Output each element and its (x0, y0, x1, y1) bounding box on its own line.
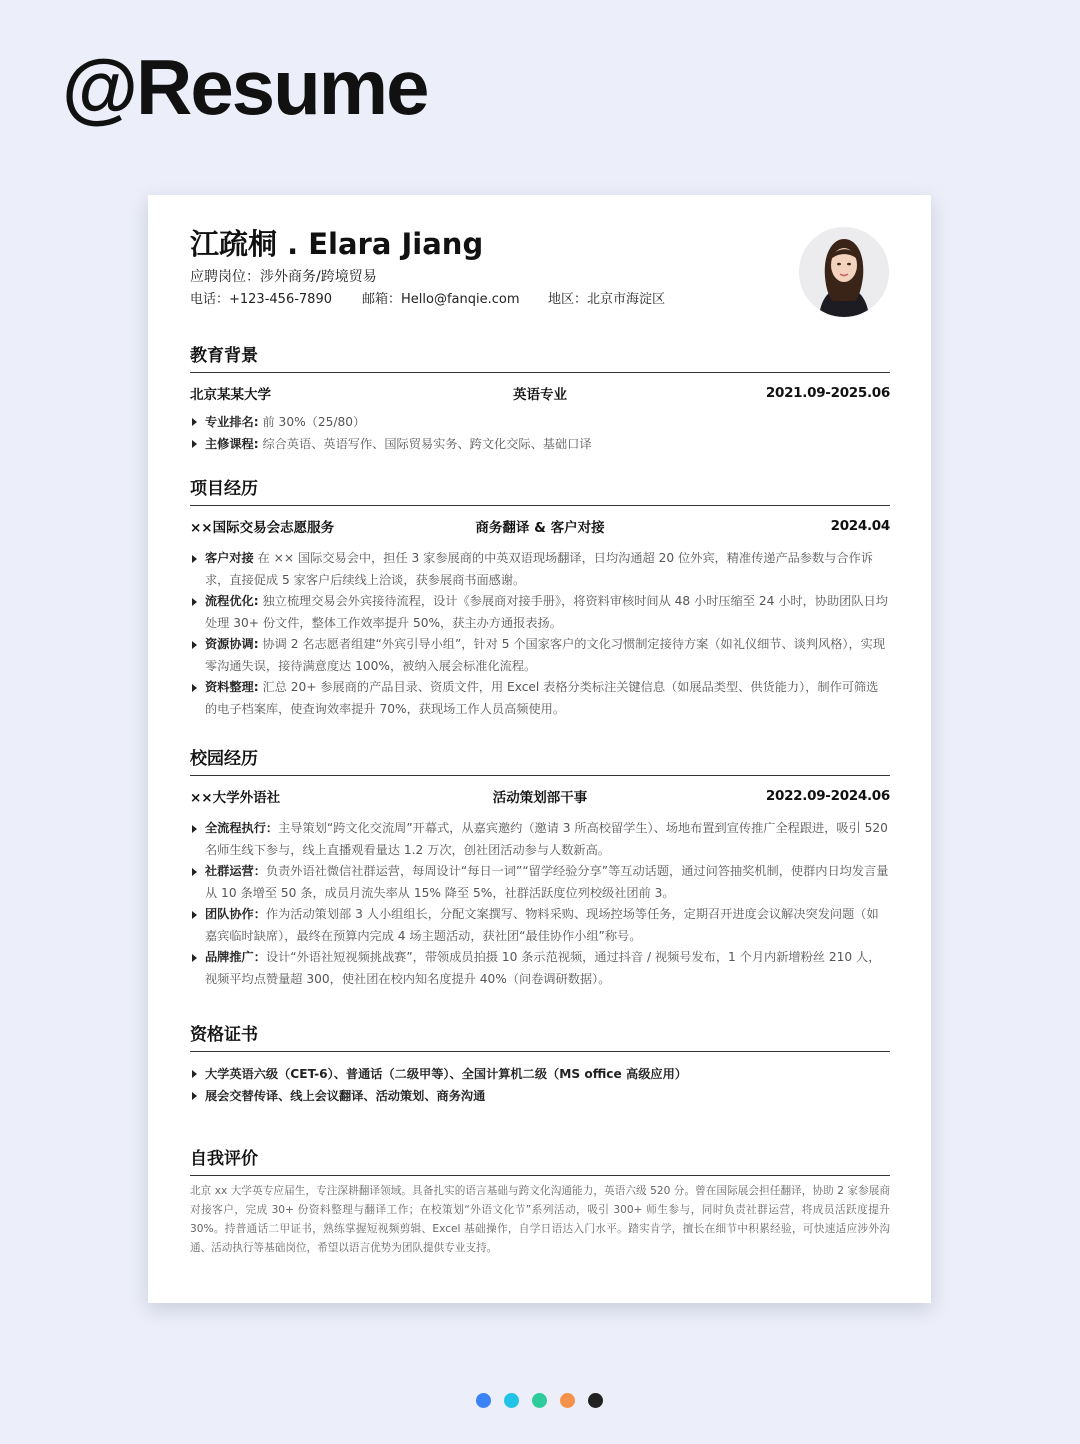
project-role: 商务翻译 & 客户对接 (475, 520, 605, 537)
section-title: 校园经历 (190, 748, 890, 776)
page-dot-5[interactable] (588, 1393, 603, 1408)
campus-list (190, 818, 890, 990)
self-evaluation-section (190, 1148, 890, 1258)
project-section (190, 478, 890, 720)
project-date: 2024.04 (830, 518, 890, 535)
list-item: 专业排名: 前 30%（25/80） (190, 411, 890, 433)
self-evaluation-text: 北京 xx 大学英专应届生，专注深耕翻译领域。具备扎实的语言基础与跨文化沟通能力，英语六级 520 分。曾在国际展会担任翻译，协助 2 家参展商对接客户，完成 30+ 份资料整理与翻译工作；在校策划“外语文化节”系列活动，吸引 300+ 师生参与，同时负责社群运营，将成员活跃度提升 30%。持普通话二甲证书，熟练掌握短视频剪辑、Excel 基础操作，自学日语达入门水平。踏实肯学，擅长在细节中积累经验，可快速适应涉外沟通、活动执行等基础岗位，希望以语言优势为团队提供专业支持。 (190, 1185, 890, 1255)
list-item: 流程优化: 独立梳理交易会外宾接待流程，设计《参展商对接手册》，将资料审核时间从 48 小时压缩至 24 小时，协助团队日均处理 30+ 份文件，整体工作效率提升 50%，获主办方通报表扬。 (190, 591, 890, 634)
contact-area: 地区：北京市海淀区 (548, 292, 666, 307)
education-section (190, 345, 890, 455)
project-org: ××国际交易会志愿服务 (190, 520, 335, 537)
target-position: 应聘岗位：涉外商务/跨境贸易 (190, 269, 377, 285)
pagination-dots (476, 1393, 603, 1408)
certificate-section (190, 1024, 890, 1107)
list-item: 团队协作：作为活动策划部 3 人小组组长，分配文案撰写、物料采购、现场控场等任务，定期召开进度会议解决突发问题（如嘉宾临时缺席），最终在预算内完成 4 场主题活动，获社团“最佳协作小组”称号。 (190, 904, 890, 947)
certificate-list (190, 1063, 890, 1107)
project-list (190, 548, 890, 720)
education-period: 2021.09-2025.06 (765, 385, 890, 402)
contact-phone: 电话：+123-456-7890 (190, 292, 332, 307)
contact-email: 邮箱：Hello@fanqie.com (362, 292, 520, 307)
campus-role: 活动策划部干事 (492, 790, 588, 807)
campus-row (190, 786, 890, 806)
list-item: 主修课程: 综合英语、英语写作、国际贸易实务、跨文化交际、基础口译 (190, 433, 890, 455)
section-title: 自我评价 (190, 1148, 890, 1176)
education-row (190, 383, 890, 403)
section-title: 资格证书 (190, 1024, 890, 1052)
list-item: 资料整理: 汇总 20+ 参展商的产品目录、资质文件，用 Excel 表格分类标注关键信息（如展品类型、供货能力），制作可筛选的电子档案库，使查询效率提升 70%，获现场工作人员高频使用。 (190, 677, 890, 720)
list-item: 大学英语六级（CET-6）、普通话（二级甲等）、全国计算机二级（MS office 高级应用） (190, 1063, 890, 1085)
section-title: 教育背景 (190, 345, 890, 373)
list-item: 客户对接 在 ×× 国际交易会中，担任 3 家参展商的中英双语现场翻译，日均沟通超 20 位外宾，精准传递产品参数与合作诉求，直接促成 5 家客户后续线上洽谈，获参展商书面感谢。 (190, 548, 890, 591)
education-list (190, 411, 890, 455)
page-dot-2[interactable] (504, 1393, 519, 1408)
list-item: 社群运营：负责外语社微信社群运营，每周设计“每日一词”“留学经验分享”等互动话题，通过问答抽奖机制，使群内日均发言量从 10 条增至 50 条，成员月流失率从 15% 降至 5%，社群活跃度位列校级社团前 3。 (190, 861, 890, 904)
project-row (190, 516, 890, 536)
major-name: 英语专业 (513, 387, 567, 404)
campus-section (190, 748, 890, 990)
resume-page (148, 195, 931, 1303)
candidate-name: 江疏桐 . Elara Jiang (190, 227, 484, 261)
list-item: 品牌推广：设计“外语社短视频挑战赛”，带领成员拍摄 10 条示范视频，通过抖音 / 视频号发布，1 个月内新增粉丝 210 人，视频平均点赞量超 300，使社团在校内知名度提升 40%（问卷调研数据）。 (190, 947, 890, 990)
section-title: 项目经历 (190, 478, 890, 506)
page-dot-1[interactable] (476, 1393, 491, 1408)
page-dot-4[interactable] (560, 1393, 575, 1408)
campus-org: ××大学外语社 (190, 790, 281, 807)
brand-title: @Resume (62, 43, 428, 131)
profile-photo (799, 227, 889, 317)
list-item: 资源协调: 协调 2 名志愿者组建“外宾引导小组”，针对 5 个国家客户的文化习惯制定接待方案（如礼仪细节、谈判风格），实现零沟通失误，接待满意度达 100%，被纳入展会标准化流程。 (190, 634, 890, 677)
portrait-icon (799, 227, 889, 317)
list-item: 全流程执行：主导策划“跨文化交流周”开幕式，从嘉宾邀约（邀请 3 所高校留学生）、场地布置到宣传推广全程跟进，吸引 520 名师生线下参与，线上直播观看量达 1.2 万次，创社团活动参与人数新高。 (190, 818, 890, 861)
page-dot-3[interactable] (532, 1393, 547, 1408)
contact-info (190, 288, 665, 307)
school-name: 北京某某大学 (190, 387, 271, 404)
list-item: 展会交替传译、线上会议翻译、活动策划、商务沟通 (190, 1085, 890, 1107)
campus-period: 2022.09-2024.06 (765, 788, 890, 805)
